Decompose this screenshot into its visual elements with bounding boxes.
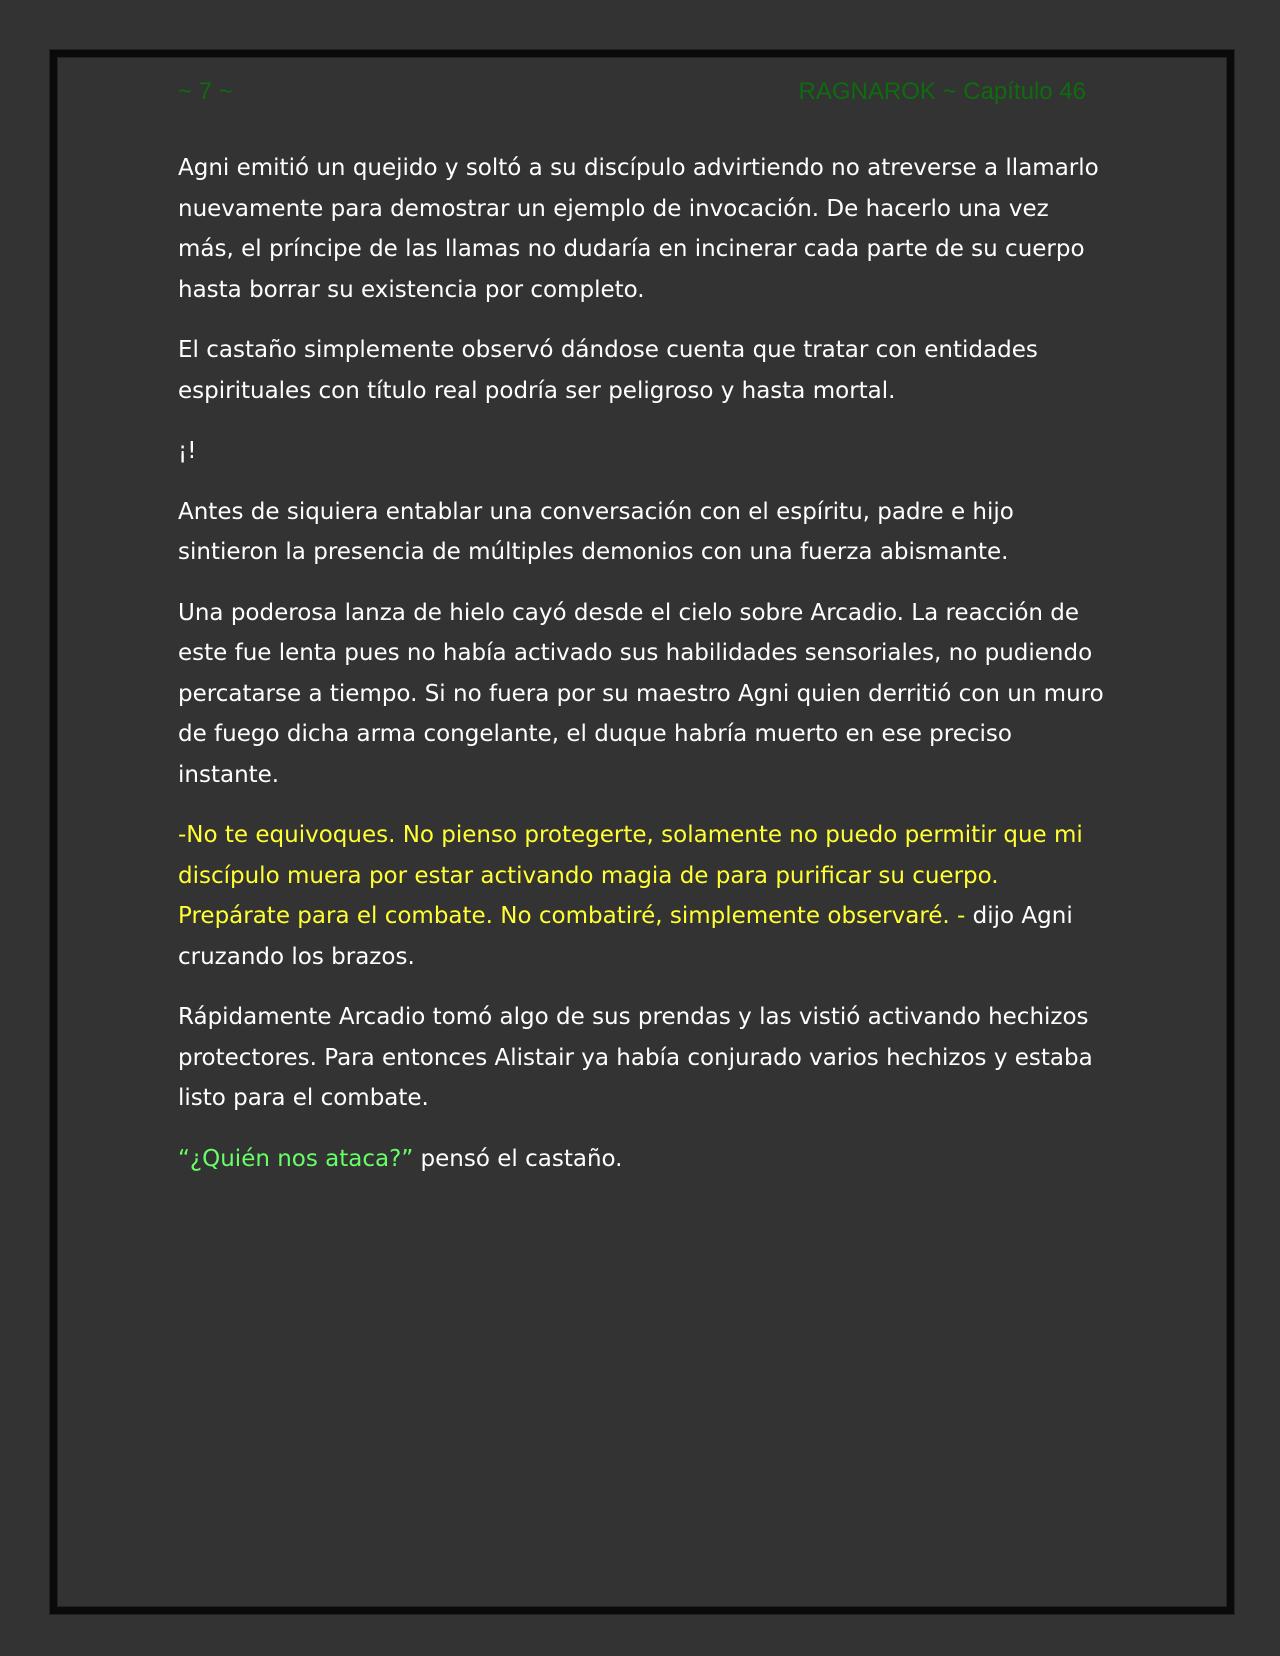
thought-narration: pensó el castaño. <box>413 1145 623 1172</box>
paragraph: Una poderosa lanza de hielo cayó desde el cielo sobre Arcadio. La reacción de este fue lenta pues no había activado sus habilidades sensoriales, no pudiendo percatarse a tiempo. Si no fuera por su maestro Agni quien derritió con un muro de fuego dicha arma congelante, el duque habría muerto en ese preciso instante. <box>178 599 1104 788</box>
dialogue-narration: dijo Agni cruzando los brazos. <box>178 903 1073 970</box>
paragraph: Agni emitió un quejido y soltó a su discípulo advirtiendo no atreverse a llamarlo nuevamente para demostrar un ejemplo de invocación. De hacerlo una vez más, el príncipe de las llamas no dudaría en incinerar cada parte de su cuerpo hasta borrar su existencia por completo. <box>178 155 1099 303</box>
paragraph: ¡! <box>178 438 197 464</box>
running-title: RAGNAROK ~ Capítulo 46 <box>798 78 1086 105</box>
paragraph: Antes de siquiera entablar una conversación con el espíritu, padre e hijo sintieron la presencia de múltiples demonios con una fuerza abismante. <box>178 498 1014 565</box>
thought-paragraph <box>178 1139 1108 1180</box>
thought-quote: “¿Quién nos ataca?” <box>178 1145 414 1172</box>
paragraph: Rápidamente Arcadio tomó algo de sus prendas y las vistió activando hechizos protectores. Para entonces Alistair ya había conjurado varios hechizos y estaba listo para el combate. <box>178 1004 1093 1111</box>
paragraph: El castaño simplemente observó dándose cuenta que tratar con entidades espirituales con título real podría ser peligroso y hasta mortal. <box>178 337 1038 404</box>
page-number: ~ 7 ~ <box>178 78 233 105</box>
dialogue-paragraph <box>178 815 1108 977</box>
chapter-body <box>178 148 1108 1199</box>
dialogue-speech: -No te equivoques. No pienso protegerte, solamente no puedo permitir que mi discípulo muera por estar activando magia de para purificar su cuerpo. Prepárate para el combate. No combatiré, simplemente observaré. - <box>178 822 1083 929</box>
page-header <box>178 78 1086 108</box>
